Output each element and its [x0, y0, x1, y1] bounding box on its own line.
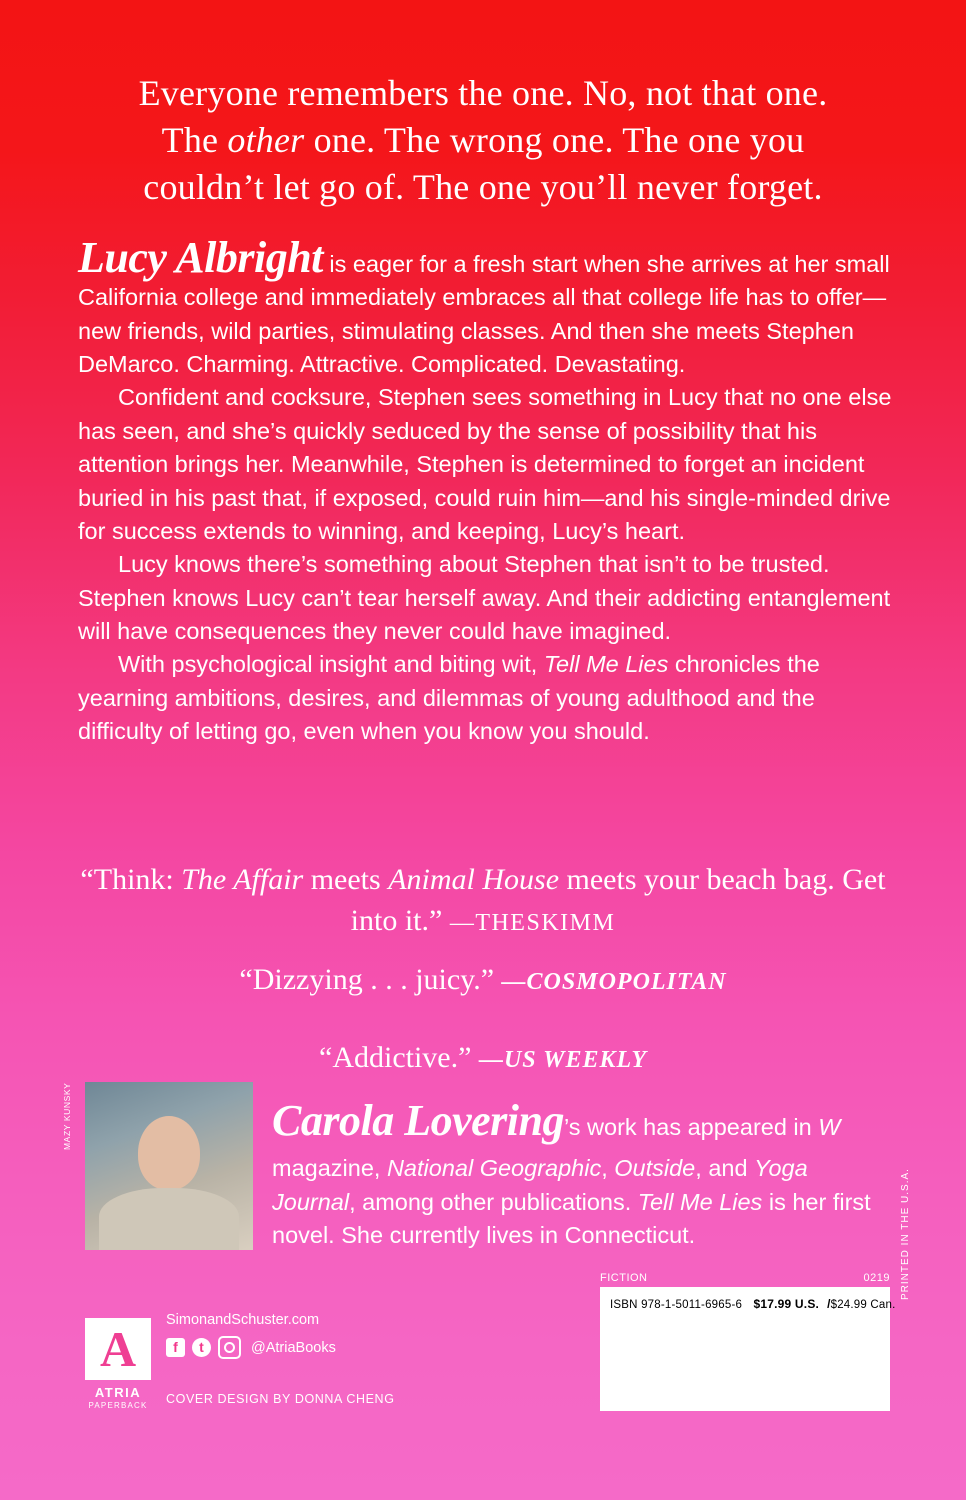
tagline-line-2 [60, 117, 906, 164]
character-name: Lucy Albright [78, 233, 323, 282]
blurb-paragraph-2: Confident and cocksure, Stephen sees something in Lucy that no one else has seen, and she’s quickly seduced by the sense of possibility that his attention brings her. Meanwhile, Stephen is determined to forget an incident buried in his past that, if exposed, could ruin him—and his single-minded drive for success extends to winning, and keeping, Lucy’s heart. [78, 384, 892, 544]
isbn-number: 978-1-5011-6965-6 [641, 1299, 743, 1311]
magazine-2: National Geographic [386, 1155, 602, 1182]
tagline-line-1: Everyone remembers the one. No, not that one. [138, 73, 828, 113]
author-bio-post: is her first novel. She currently lives in Connecticut. [272, 1188, 871, 1249]
magazine-1: W [818, 1114, 841, 1140]
atria-logo-mark: A [85, 1318, 151, 1380]
tagline-line-2-post: one. The wrong one. The one you [304, 120, 805, 161]
praise-quote-3 [70, 1041, 896, 1075]
praise-2-source: COSMOPOLITAN [526, 969, 727, 995]
publisher-logo [82, 1318, 154, 1410]
photo-head-shape [138, 1116, 200, 1190]
blurb-paragraph-4-pre: With psychological insight and biting wit, [118, 651, 544, 678]
publisher-name: ATRIA [94, 1385, 142, 1400]
publisher-imprint: PAPERBACK [88, 1401, 148, 1410]
facebook-icon[interactable]: f [166, 1338, 185, 1357]
book-category: FICTION [600, 1272, 648, 1284]
author-bio [272, 1090, 894, 1253]
book-title-inline: Tell Me Lies [543, 651, 669, 678]
blurb-paragraph-1 [78, 233, 894, 381]
instagram-icon[interactable] [218, 1336, 241, 1359]
praise-1-pre: “Think: [80, 863, 182, 896]
author-bio-mid-2: , [601, 1155, 615, 1182]
praise-quote-2 [70, 963, 896, 997]
price-canada: $24.99 Can. [830, 1299, 896, 1311]
praise-3-dash: — [478, 1047, 504, 1073]
publisher-website[interactable]: SimonandSchuster.com [166, 1312, 320, 1328]
magazine-4: Yoga Journal [272, 1155, 808, 1215]
author-bio-pre: ’s work has appeared in [563, 1114, 819, 1140]
author-bio-mid-1: magazine, [272, 1155, 387, 1182]
tagline-line-2-emphasis: other [227, 120, 305, 161]
social-links [166, 1336, 336, 1359]
photo-body-shape [99, 1188, 239, 1250]
blurb-paragraph-4-post: chronicles the yearning ambitions, desires, and dilemmas of young adulthood and the difficulty of letting go, even when you know you should. [78, 651, 820, 745]
price-separator: / [827, 1297, 831, 1311]
blurb-paragraph-3: Lucy knows there’s something about Stephen that isn’t to be trusted. Stephen knows Lucy can’t tear herself away. And their addicting entanglement will have consequences they never could have imagined. [78, 551, 891, 644]
praise-3-quote: “Addictive.” [319, 1041, 479, 1074]
praise-2-quote: “Dizzying . . . juicy.” [239, 963, 502, 996]
author-photo [85, 1082, 253, 1250]
cover-tagline [60, 70, 906, 211]
praise-1-source: THESKIMM [475, 909, 616, 936]
social-handle[interactable]: @AtriaBooks [251, 1339, 336, 1356]
praise-1-title-1: The Affair [181, 863, 304, 896]
praise-quote-1 [70, 860, 896, 941]
blurb-paragraph-4 [78, 648, 894, 748]
barcode-zone [600, 1272, 896, 1411]
magazine-3: Outside [614, 1155, 696, 1182]
author-bio-mid-4: , among other publications. [349, 1188, 638, 1215]
author-bio-mid-3: , and [695, 1155, 755, 1182]
praise-2-dash: — [501, 969, 527, 995]
isbn-label: ISBN [610, 1299, 638, 1311]
printed-in-text: PRINTED IN THE U.S.A. [900, 1168, 911, 1300]
author-book-title: Tell Me Lies [637, 1188, 763, 1215]
author-name: Carola Lovering [272, 1096, 564, 1145]
praise-3-source: US WEEKLY [503, 1047, 647, 1073]
tagline-line-3: couldn’t let go of. The one you’ll never forget. [143, 167, 823, 208]
barcode-box [600, 1287, 896, 1411]
photo-credit: MAZY KUNSKY [62, 1082, 72, 1150]
praise-1-post: meets your beach bag. Get into it.” [350, 863, 886, 937]
praise-1-mid: meets [303, 863, 389, 896]
book-description [78, 233, 894, 748]
blurb-paragraph-1-text: is eager for a fresh start when she arrives at her small California college and immediately embraces all that college life has to offer—new friends, wild parties, stimulating classes. And then she meets Stephen DeMarco. Charming. Attractive. Complicated. Devastating. [78, 251, 890, 378]
praise-1-title-2: Animal House [388, 863, 560, 896]
print-code: 0219 [863, 1272, 890, 1284]
isbn-line [610, 1297, 895, 1311]
praise-1-dash: — [449, 909, 476, 936]
cover-design-credit: COVER DESIGN BY DONNA CHENG [166, 1392, 395, 1406]
tagline-line-2-pre: The [161, 120, 228, 161]
twitter-icon[interactable]: t [192, 1338, 211, 1357]
barcode-meta [600, 1272, 890, 1284]
price-us: $17.99 U.S. [753, 1297, 820, 1311]
